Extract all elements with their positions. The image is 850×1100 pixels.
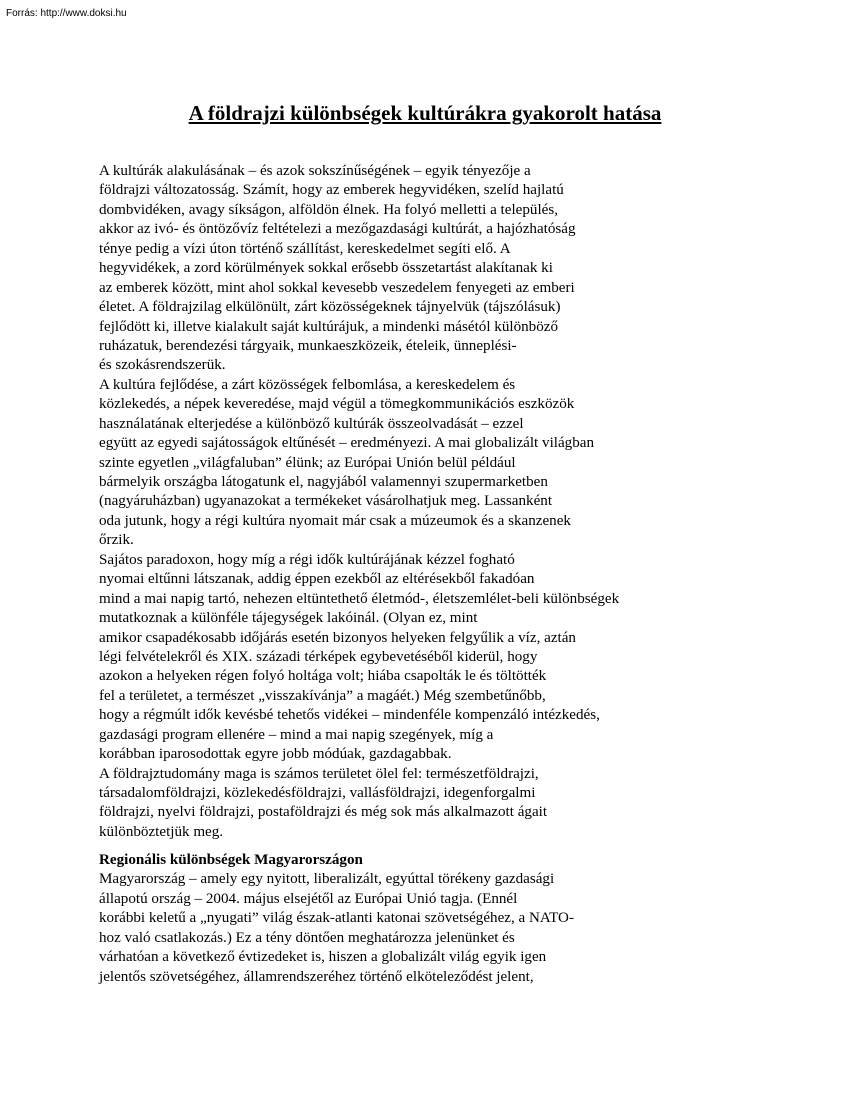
text-line: és szokásrendszerük. [99, 357, 226, 374]
text-line: állapotú ország – 2004. május elsejétől az Európai Unió tagja. (Ennél [99, 890, 518, 907]
text-line: A kultúrák alakulásának – és azok sokszínűségének – egyik tényezője a [99, 163, 531, 179]
text-line: ténye pedig a vízi úton történő szállítást, kereskedelmet segíti elő. A [99, 240, 511, 257]
regional-section [99, 851, 799, 987]
text-line: gazdasági program ellenére – mind a mai napig szegények, míg a [99, 726, 494, 743]
text-line: A kultúra fejlődése, a zárt közösségek felbomlása, a kereskedelem és [99, 376, 516, 393]
text-line: földrajzi, nyelvi földrajzi, postaföldrajzi és még sok más alkalmazott ágait [99, 804, 548, 821]
text-line: nyomai eltűnni látszanak, addig éppen ezekből az eltérésekből fakadóan [99, 571, 535, 588]
text-line: dombvidéken, avagy síkságon, alföldön élnek. Ha folyó melletti a település, [99, 201, 558, 218]
text-line: fel a területet, a természet „visszakívánja” a magáét.) Még szembetűnőbb, [99, 687, 546, 704]
text-line: légi felvételekről és XIX. századi térképek egybevetéséből kiderül, hogy [99, 648, 538, 665]
text-line: Magyarország – amely egy nyitott, liberalizált, egyúttal törékeny gazdasági [99, 871, 555, 888]
text-line: A földrajztudomány maga is számos területet ölel fel: természetföldrajzi, [99, 765, 539, 782]
text-line: társadalomföldrajzi, közlekedésföldrajzi, vallásföldrajzi, idegenforgalmi [99, 785, 536, 801]
text-line: Sajátos paradoxon, hogy míg a régi idők kultúrájának kézzel fogható [99, 551, 515, 568]
text-line: földrajzi változatosság. Számít, hogy az emberek hegyvidéken, szelíd hajlatú [99, 182, 564, 199]
text-line: életet. A földrajzilag elkülönült, zárt közösségeknek tájnyelvük (tájszólásuk) [99, 299, 561, 316]
text-line: hegyvidékek, a zord körülmények sokkal erősebb összetartást alakítanak ki [99, 260, 553, 277]
page-title: A földrajzi különbségek kultúrákra gyakorolt hatása [188, 101, 662, 125]
text-line: hoz való csatlakozás.) Ez a tény döntően meghatározza jelenünket és [99, 929, 515, 946]
text-line: várhatóan a következő évtizedeket is, hiszen a globalizált világ egyik igen [99, 949, 547, 966]
text-line: fejlődött ki, illetve kialakult saját kultúrájuk, a mindenki másétól különböző [99, 318, 559, 335]
text-line: jelentős szövetségéhez, államrendszeréhez történő elköteleződést jelent, [99, 968, 534, 985]
text-line: azokon a helyeken régen folyó holtága volt; hiába csapolták le és töltötték [99, 668, 547, 685]
source-watermark: Forrás: http://www.doksi.hu [6, 8, 127, 19]
text-line: mind a mai napig tartó, nehezen eltüntethető életmód-, életszemlélet-beli különbségek [99, 590, 620, 607]
text-line: használatának elterjedése a különböző kultúrák összeolvadását – ezzel [99, 415, 524, 432]
section-heading: Regionális különbségek Magyarországon [99, 852, 363, 868]
text-line: az emberek között, mint ahol sokkal kevesebb veszedelem fenyegeti az emberi [99, 279, 575, 296]
body-text [99, 162, 799, 842]
text-line: mutatkoznak a különféle tájegységek lakóinál. (Olyan ez, mint [99, 610, 478, 627]
text-line: különböztetjük meg. [99, 823, 224, 840]
text-line: szinte egyetlen „világfaluban” élünk; az Európai Unión belül például [99, 454, 516, 471]
text-line: bármelyik országba látogatunk el, nagyjából valamennyi szupermarketben [99, 474, 548, 490]
text-line: oda jutunk, hogy a régi kultúra nyomait már csak a múzeumok és a skanzenek [99, 512, 571, 529]
text-line: akkor az ivó- és öntözővíz feltételezi a mezőgazdasági kultúrát, a hajózhatóság [99, 221, 576, 238]
text-line: (nagyáruházban) ugyanazokat a termékeket vásárolhatjuk meg. Lassanként [99, 493, 553, 510]
text-line: ruházatuk, berendezési tárgyaik, munkaeszközeik, ételeik, ünneplési- [99, 337, 517, 354]
text-line: együtt az egyedi sajátosságok eltűnését – eredményezi. A mai globalizált világban [99, 435, 594, 452]
text-line: korábbi keletű a „nyugati” világ észak-atlanti katonai szövetségéhez, a NATO- [99, 910, 574, 927]
text-line: hogy a régmúlt idők kevésbé tehetős vidékei – mindenféle kompenzáló intézkedés, [99, 707, 600, 724]
text-line: közlekedés, a népek keveredése, majd végül a tömegkommunikációs eszközök [99, 396, 575, 413]
text-line: amikor csapadékosabb időjárás esetén bizonyos helyeken felgyűlik a víz, aztán [99, 629, 576, 646]
text-line: korábban iparosodottak egyre jobb módúak, gazdagabbak. [99, 746, 452, 763]
text-line: őrzik. [99, 532, 134, 549]
